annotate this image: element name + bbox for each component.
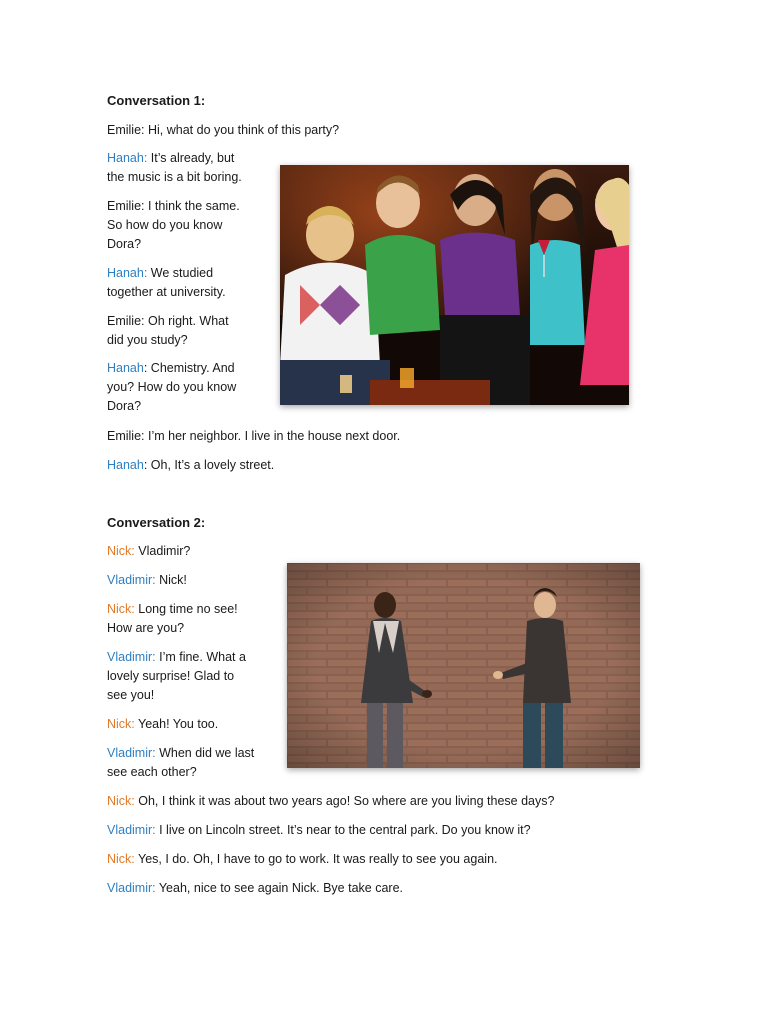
conv2-line-4 (107, 648, 246, 667)
conv2-line-4-cont-2: see you! (107, 688, 155, 702)
dialogue-text: Oh right. What (144, 314, 229, 328)
speaker-hanah: Hanah (107, 458, 144, 472)
conv2-line-5 (107, 715, 218, 734)
dialogue-text: When did we last (155, 746, 255, 760)
conv2-line-4-cont-1: lovely surprise! Glad to (107, 669, 235, 683)
speaker-nick: Nick: (107, 717, 135, 731)
conv1-line-7 (107, 427, 400, 446)
speaker-emilie: Emilie: (107, 314, 145, 328)
speaker-vladimir: Vladimir: (107, 573, 156, 587)
dialogue-text: Long time no see! (134, 602, 238, 616)
conv2-line-8 (107, 821, 531, 840)
conv1-line-6-cont-1: you? How do you know (107, 380, 237, 394)
speaker-emilie: Emilie: (107, 123, 145, 137)
conv2-line-3-cont: How are you? (107, 621, 185, 635)
dialogue-text: Oh, I think it was about two years ago! So where are you living these days? (134, 794, 555, 808)
party-photo (280, 165, 629, 405)
speaker-nick: Nick: (107, 602, 135, 616)
speaker-emilie: Emilie: (107, 199, 145, 213)
conv1-line-4-cont: together at university. (107, 285, 226, 299)
dialogue-text: We studied (147, 266, 214, 280)
dialogue-text: Yeah! You too. (134, 717, 219, 731)
conv2-line-9 (107, 850, 498, 869)
dialogue-text: Vladimir? (134, 544, 191, 558)
conv2-line-6 (107, 744, 254, 763)
conv2-line-10 (107, 879, 403, 898)
dialogue-text: I live on Lincoln street. It’s near to the central park. Do you know it? (155, 823, 531, 837)
conv1-line-6 (107, 359, 235, 378)
conv1-line-3 (107, 197, 240, 216)
conv1-line-6-cont-2: Dora? (107, 399, 142, 413)
conv1-line-4 (107, 264, 213, 283)
dialogue-text: : Chemistry. And (143, 361, 235, 375)
speaker-vladimir: Vladimir: (107, 650, 156, 664)
conv1-line-3-cont-1: So how do you know (107, 218, 223, 232)
speaker-hanah: Hanah (107, 361, 144, 375)
meeting-photo (287, 563, 640, 768)
dialogue-text: Yes, I do. Oh, I have to go to work. It was really to see you again. (134, 852, 498, 866)
speaker-emilie: Emilie: (107, 429, 145, 443)
conv2-line-7 (107, 792, 554, 811)
conversation-1-title: Conversation 1: (107, 93, 206, 108)
speaker-vladimir: Vladimir: (107, 823, 156, 837)
speaker-hanah: Hanah: (107, 266, 148, 280)
party-photo-icon (280, 165, 629, 405)
speaker-vladimir: Vladimir: (107, 746, 156, 760)
dialogue-text: I’m her neighbor. I live in the house next door. (144, 429, 401, 443)
dialogue-text: It’s already, but (147, 151, 235, 165)
speaker-hanah: Hanah: (107, 151, 148, 165)
conv2-line-1 (107, 542, 190, 561)
dialogue-text: : Oh, It’s a lovely street. (143, 458, 275, 472)
dialogue-text: I’m fine. What a (155, 650, 246, 664)
brick-wall-meeting-photo-icon (287, 563, 640, 768)
speaker-nick: Nick: (107, 794, 135, 808)
speaker-nick: Nick: (107, 544, 135, 558)
conv1-line-2-cont: the music is a bit boring. (107, 170, 242, 184)
conv1-line-2 (107, 149, 234, 168)
conv1-line-1 (107, 121, 339, 140)
dialogue-text: Hi, what do you think of this party? (144, 123, 340, 137)
conv2-line-3 (107, 600, 238, 619)
dialogue-text: Yeah, nice to see again Nick. Bye take care. (155, 881, 404, 895)
conv1-line-5-cont: did you study? (107, 333, 188, 347)
conv1-line-8 (107, 456, 274, 475)
dialogue-text: I think the same. (144, 199, 240, 213)
conv2-line-2 (107, 571, 187, 590)
conversation-2-title: Conversation 2: (107, 515, 206, 530)
conv1-line-3-cont-2: Dora? (107, 237, 142, 251)
dialogue-text: Nick! (155, 573, 187, 587)
speaker-vladimir: Vladimir: (107, 881, 156, 895)
conv2-line-6-cont: see each other? (107, 765, 197, 779)
conv1-line-5 (107, 312, 229, 331)
speaker-nick: Nick: (107, 852, 135, 866)
